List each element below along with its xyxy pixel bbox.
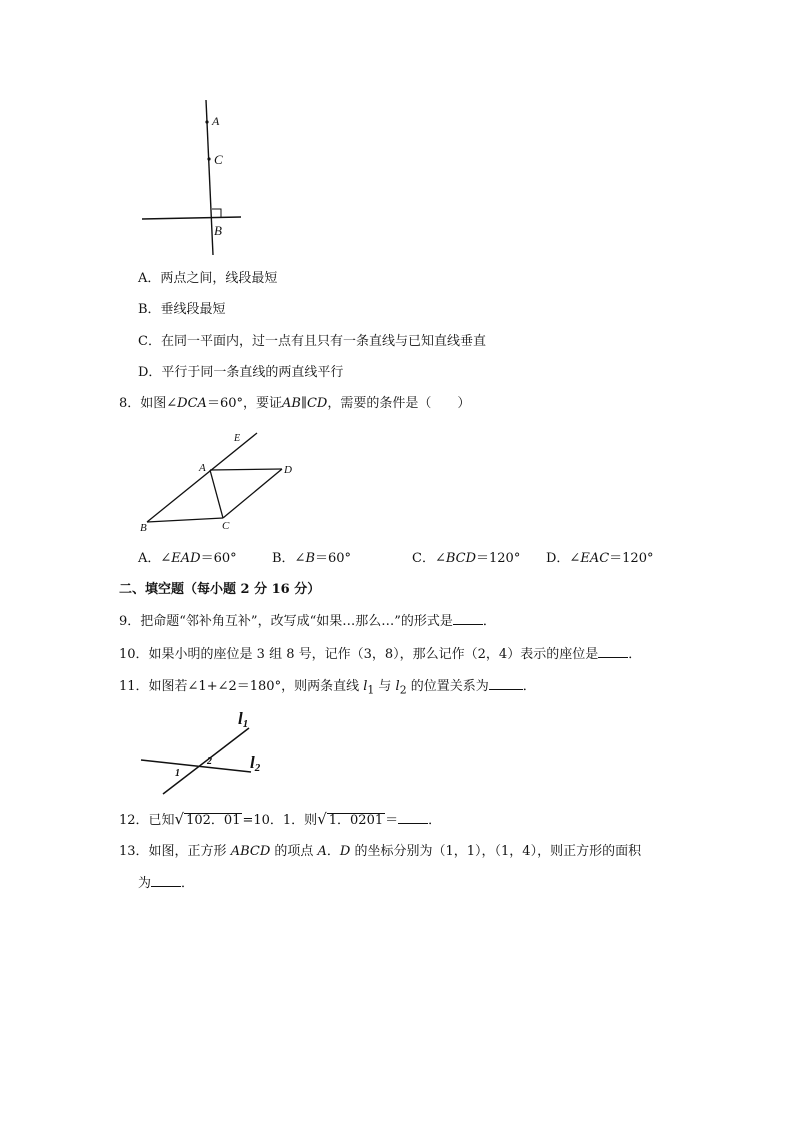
q10-text: 10．如果小明的座位是 3 组 8 号，记作（3，8），那么记作（2，4）表示的座位是 (119, 647, 599, 662)
label-b: B (214, 223, 222, 238)
q11-l1: l (363, 679, 368, 694)
label-l2: l2 (250, 753, 261, 774)
label-c: C (222, 520, 230, 532)
q12-radicand-2: 1．0201 (328, 813, 384, 828)
line-l1 (163, 728, 249, 794)
q8-option-b (272, 550, 351, 568)
q8-d-pre: D．∠ (546, 551, 581, 566)
line-be (147, 433, 257, 522)
angle-2-label: 2 (207, 756, 212, 767)
question-10 (119, 645, 641, 664)
sqrt-icon: √ (174, 810, 185, 828)
q12-pre: 12．已知 (119, 813, 175, 828)
q8-option-a (138, 550, 237, 568)
label-a: A (212, 114, 220, 128)
answer-blank[interactable] (151, 874, 181, 887)
label-e: E (234, 433, 241, 444)
answer-blank[interactable] (598, 645, 628, 658)
point-c (207, 157, 210, 160)
q13-end: ． (181, 876, 195, 891)
line-l2 (141, 760, 251, 772)
line-cd (223, 469, 282, 518)
q8-d-angle: EAC (580, 551, 610, 566)
q8-cd: CD (306, 396, 328, 411)
angle-1-label: 1 (175, 768, 180, 779)
q13-dot: ． (326, 844, 340, 859)
answer-blank[interactable] (453, 612, 483, 625)
q11-mid: 与 (374, 679, 396, 694)
q13-pre: 13．如图，正方形 (119, 844, 231, 859)
q8-parallel: ∥ (300, 396, 307, 411)
q11-l2: l (395, 679, 400, 694)
q8-b-post: ＝60° (315, 551, 352, 566)
q11-sub1: 1 (367, 683, 375, 697)
label-d: D (284, 464, 292, 476)
q12-end: ． (428, 813, 442, 828)
line-ac (210, 470, 223, 518)
q8-after-angle: ＝60°，要证 (206, 396, 282, 411)
point-a (205, 120, 208, 123)
q8-angle: DCA (177, 396, 207, 411)
q12-radicand-1: 102．01 (186, 813, 241, 828)
q8-d-post: ＝120° (609, 551, 654, 566)
label-l1: l1 (238, 709, 249, 730)
question-12 (119, 810, 441, 830)
question-13-line-2 (138, 874, 194, 893)
line-bc (147, 518, 223, 522)
q11-post: 的位置关系为 (406, 679, 489, 694)
right-angle-mark (212, 209, 221, 218)
sqrt-icon: √ (317, 810, 327, 828)
q13-abcd: ABCD (230, 844, 271, 859)
label-b: B (140, 522, 147, 534)
q8-b-pre: B．∠ (272, 551, 306, 566)
figure-parallelogram (135, 425, 305, 535)
q12-post: ＝ (385, 813, 399, 828)
q8-c-post: ＝120° (476, 551, 521, 566)
line-ad (210, 469, 282, 470)
q8-option-d (546, 550, 653, 568)
section-heading-fill-in: 二、填空题（每小题 2 分 16 分） (119, 582, 321, 597)
q8-c-pre: C．∠ (412, 551, 446, 566)
label-c: C (214, 152, 223, 167)
label-a: A (199, 462, 206, 474)
q11-sub2: 2 (399, 683, 407, 697)
q9-text: 9．把命题“邻补角互补”，改写成“如果…那么…”的形式是 (119, 614, 453, 629)
answer-blank[interactable] (489, 677, 523, 690)
q8-tail: ，需要的条件是（ ） (327, 396, 471, 411)
question-9 (119, 612, 496, 631)
question-8 (119, 395, 470, 413)
q13-line2-pre: 为 (138, 876, 152, 891)
q8-a-angle: EAD (171, 551, 201, 566)
q13-a: A (317, 844, 327, 859)
q8-a-post: ＝60° (200, 551, 237, 566)
q10-end: ． (628, 647, 642, 662)
question-13 (119, 843, 641, 861)
q13-d: D (339, 844, 351, 859)
q8-a-pre: A．∠ (138, 551, 172, 566)
q7-option-a: A．两点之间，线段最短 (138, 271, 278, 286)
q8-b-angle: B (305, 551, 316, 566)
q7-option-d: D．平行于同一条直线的两直线平行 (138, 365, 344, 380)
q8-option-c (412, 550, 520, 568)
figure-perpendicular-lines (135, 95, 255, 265)
horizontal-line (142, 217, 241, 219)
q7-option-b: B．垂线段最短 (138, 302, 226, 317)
q11-pre: 11．如图若∠1+∠2＝180°，则两条直线 (119, 679, 364, 694)
q13-mid: 的项点 (270, 844, 318, 859)
q11-end: ． (522, 679, 536, 694)
q7-option-c: C．在同一平面内，过一点有且只有一条直线与已知直线垂直 (138, 334, 486, 349)
q8-ab: AB (281, 396, 301, 411)
q8-num: 8．如图∠ (119, 396, 178, 411)
q9-end: ． (482, 614, 496, 629)
answer-blank[interactable] (398, 811, 428, 824)
question-11 (119, 677, 536, 700)
q13-post: 的坐标分别为（1，1），（1，4），则正方形的面积 (350, 844, 642, 859)
figure-intersecting-lines (135, 702, 275, 802)
q8-c-angle: BCD (445, 551, 477, 566)
q12-mid: =10．1．则 (242, 813, 318, 828)
